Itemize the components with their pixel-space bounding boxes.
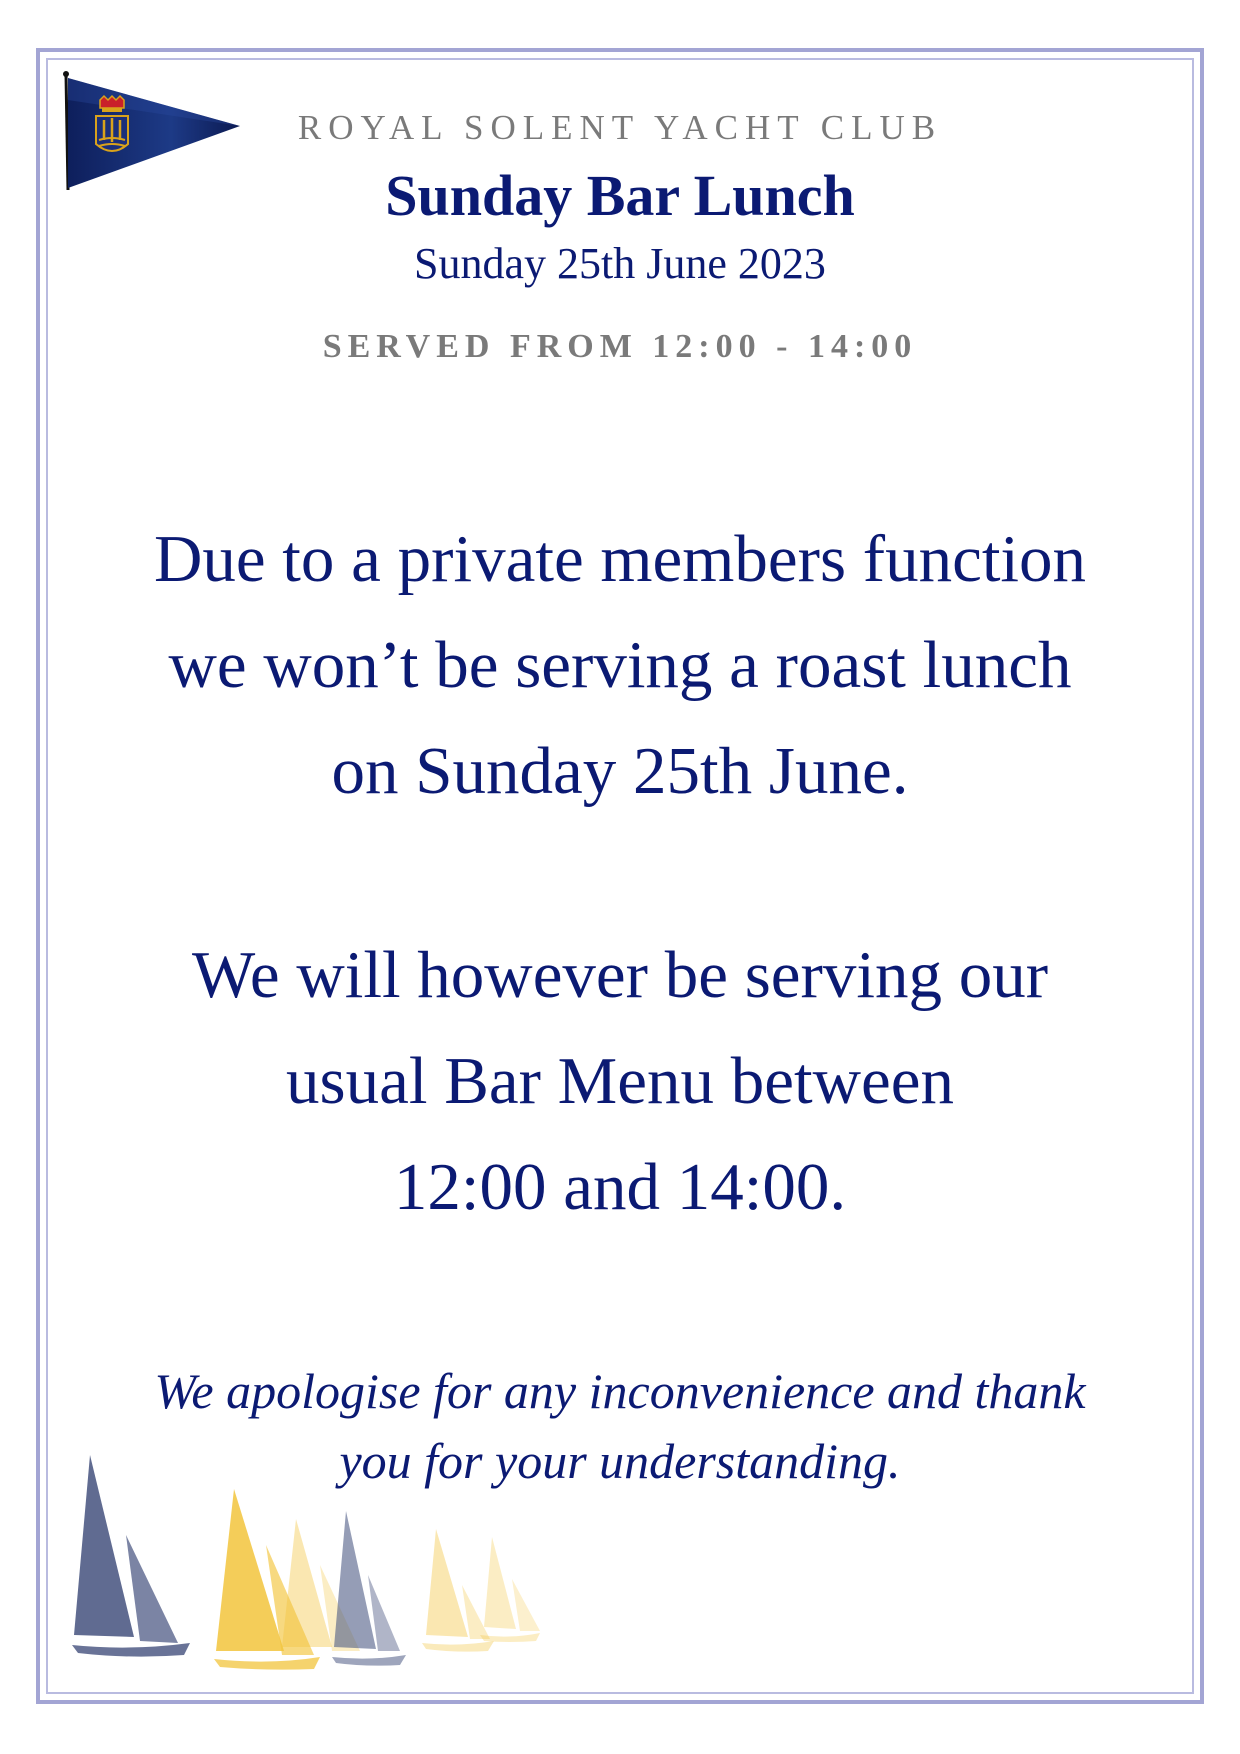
notice-line: 12:00 and 14:00.: [393, 1150, 847, 1224]
club-name: ROYAL SOLENT YACHT CLUB: [297, 108, 943, 147]
event-date: Sunday 25th June 2023: [414, 239, 826, 288]
apology-line: you for your understanding.: [339, 1433, 901, 1489]
notice-line: Due to a private members function: [153, 522, 1087, 596]
sailboats-illustration: [70, 1455, 630, 1695]
notice-paragraph-1: [60, 506, 1180, 824]
notice-line: on Sunday 25th June.: [331, 734, 909, 808]
page-title: Sunday Bar Lunch: [385, 163, 855, 228]
notice-line: we won’t be serving a roast lunch: [168, 628, 1072, 702]
notice-paragraph-2: [60, 922, 1180, 1240]
notice-line: We will however be serving our: [191, 938, 1049, 1012]
notice-line: usual Bar Menu between: [286, 1044, 954, 1118]
served-hours: SERVED FROM 12:00 - 14:00: [322, 328, 918, 365]
apology-line: We apologise for any inconvenience and thank: [154, 1363, 1086, 1419]
